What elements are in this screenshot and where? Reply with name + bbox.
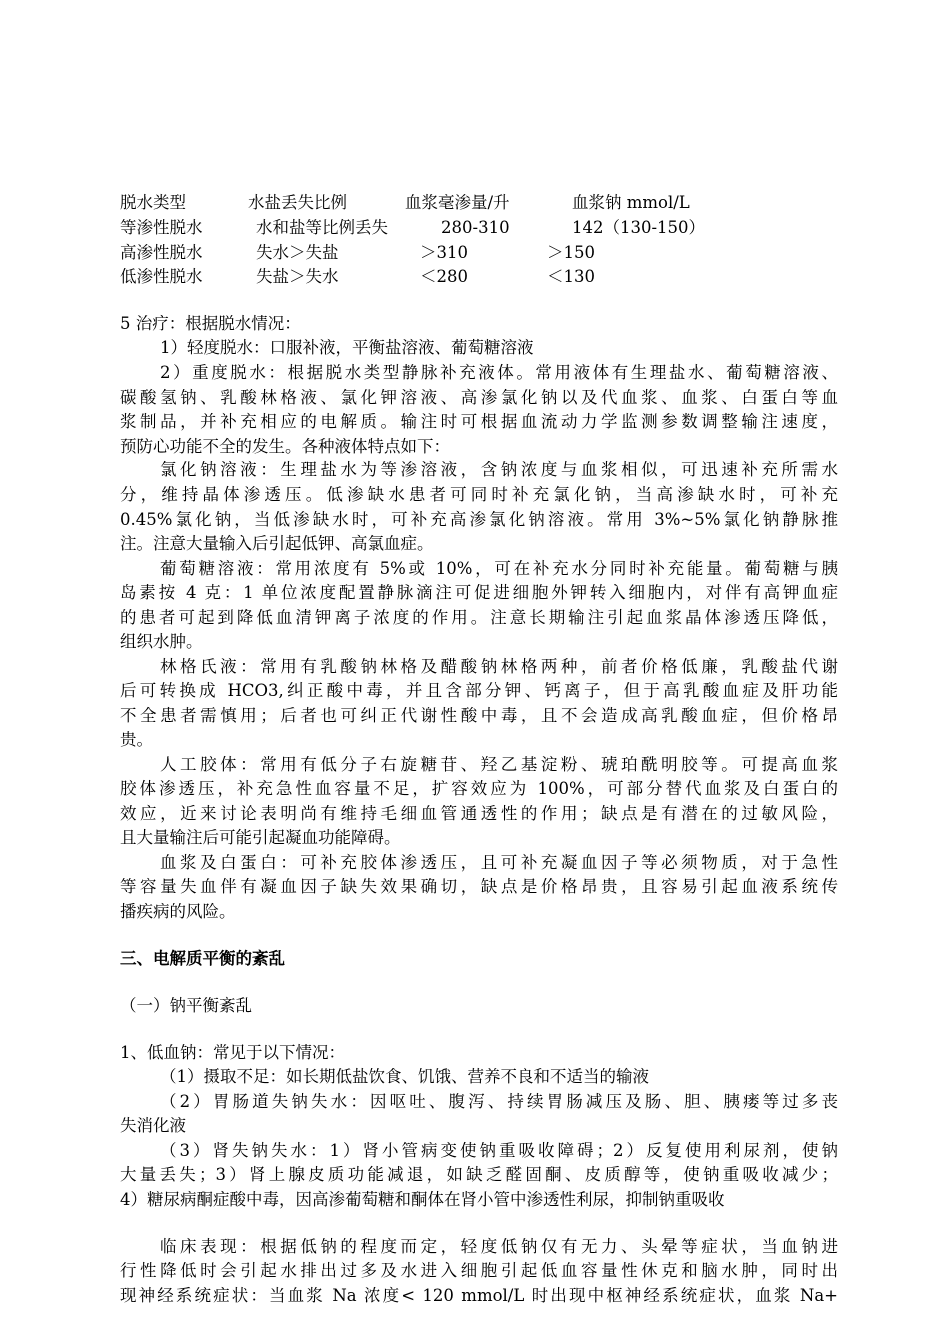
paragraph-line: 临床表现：根据低钠的程度而定，轻度低钠仅有无力、头晕等症状，当血钠进: [160, 1237, 838, 1256]
paragraph-line: 且大量输注后可能引起凝血功能障碍。: [120, 828, 401, 847]
table-cell: ＜280: [420, 267, 468, 286]
paragraph-line: 葡萄糖溶液：常用浓度有 5%或 10%，可在补充水分同时补充能量。葡萄糖与胰: [160, 559, 838, 578]
section-heading: 5 治疗：根据脱水情况：: [120, 314, 301, 333]
paragraph-line: （2）胃肠道失钠失水：因呕吐、腹泻、持续胃肠减压及肠、胆、胰瘘等过多丧: [160, 1092, 838, 1111]
paragraph-line: 不全患者需慎用；后者也可纠正代谢性酸中毒，且不会造成高乳酸血症，但价格昂: [120, 706, 838, 725]
paragraph-line: 1、低血钠：常见于以下情况：: [120, 1043, 345, 1062]
table-header-cell: 水盐丢失比例: [248, 193, 347, 212]
paragraph-line: 后可转换成 HCO3,纠正酸中毒，并且含部分钾、钙离子，但于高乳酸血症及肝功能: [120, 681, 838, 700]
table-cell: 142（130-150）: [572, 218, 706, 237]
table-header-cell: 脱水类型: [120, 193, 186, 212]
table-cell: 等渗性脱水: [120, 218, 203, 237]
table-cell: 280-310: [441, 218, 510, 237]
paragraph-line: 胶体渗透压，补充急性血容量不足，扩容效应为 100%，可部分替代血浆及白蛋白的: [120, 779, 838, 798]
paragraph-line: 岛素按 4 克：1 单位浓度配置静脉滴注可促进细胞外钾转入细胞内，对伴有高钾血症: [120, 583, 838, 602]
paragraph-line: 2）重度脱水：根据脱水类型静脉补充液体。常用液体有生理盐水、葡萄糖溶液、: [160, 363, 838, 382]
paragraph-line: 浆制品，并补充相应的电解质。输注时可根据血流动力学监测参数调整输注速度，: [120, 412, 838, 431]
paragraph-line: 等容量失血伴有凝血因子缺失效果确切，缺点是价格昂贵，且容易引起血液系统传: [120, 877, 838, 896]
table-cell: 失盐＞失水: [256, 267, 339, 286]
paragraph-line: 注。注意大量输入后引起低钾、高氯血症。: [120, 534, 434, 553]
paragraph-line: 播疾病的风险。: [120, 902, 236, 921]
table-cell: ＞150: [547, 243, 595, 262]
paragraph-line: 林格氏液：常用有乳酸钠林格及醋酸钠林格两种，前者价格低廉，乳酸盐代谢: [160, 657, 838, 676]
subsection-title: （一）钠平衡紊乱: [120, 996, 252, 1015]
table-header-cell: 血浆钠 mmol/L: [572, 193, 690, 212]
paragraph-line: 的患者可起到降低血清钾离子浓度的作用。注意长期输注引起血浆晶体渗透压降低，: [120, 608, 838, 627]
paragraph-line: 组织水肿。: [120, 632, 203, 651]
table-cell: 失水＞失盐: [256, 243, 339, 262]
paragraph-line: 1）轻度脱水：口服补液，平衡盐溶液、葡萄糖溶液: [160, 338, 534, 357]
paragraph-line: 人工胶体：常用有低分子右旋糖苷、羟乙基淀粉、琥珀酰明胶等。可提高血浆: [160, 755, 838, 774]
table-cell: ＞310: [420, 243, 468, 262]
paragraph-line: 血浆及白蛋白：可补充胶体渗透压，且可补充凝血因子等必须物质，对于急性: [160, 853, 838, 872]
paragraph-line: 4）糖尿病酮症酸中毒，因高渗葡萄糖和酮体在肾小管中渗透性利尿，抑制钠重吸收: [120, 1190, 725, 1209]
paragraph-line: 0.45%氯化钠，当低渗缺水时，可补充高渗氯化钠溶液。常用 3%~5%氯化钠静脉推: [120, 510, 838, 529]
paragraph-line: （3）肾失钠失水：1）肾小管病变使钠重吸收障碍；2）反复使用利尿剂，使钠: [160, 1141, 838, 1160]
table-cell: 低渗性脱水: [120, 267, 203, 286]
paragraph-line: 失消化液: [120, 1116, 186, 1135]
paragraph-line: （1）摄取不足：如长期低盐饮食、饥饿、营养不良和不适当的输液: [160, 1067, 649, 1086]
paragraph-line: 氯化钠溶液：生理盐水为等渗溶液，含钠浓度与血浆相似，可迅速补充所需水: [160, 460, 838, 479]
table-cell: 高渗性脱水: [120, 243, 203, 262]
table-cell: ＜130: [547, 267, 595, 286]
table-header-cell: 血浆毫渗量/升: [405, 193, 510, 212]
section-title: 三、电解质平衡的紊乱: [120, 949, 285, 968]
paragraph-line: 行性降低时会引起水排出过多及水进入细胞引起低血容量性休克和脑水肿，同时出: [120, 1261, 838, 1280]
paragraph-line: 效应，近来讨论表明尚有维持毛细血管通透性的作用；缺点是有潜在的过敏风险，: [120, 804, 838, 823]
paragraph-line: 贵。: [120, 730, 153, 749]
paragraph-line: 现神经系统症状：当血浆 Na 浓度< 120 mmol/L 时出现中枢神经系统症状，血浆 Na+: [120, 1286, 838, 1305]
paragraph-line: 分，维持晶体渗透压。低渗缺水患者可同时补充氯化钠，当高渗缺水时，可补充: [120, 485, 838, 504]
paragraph-line: 碳酸氢钠、乳酸林格液、氯化钾溶液、高渗氯化钠以及代血浆、血浆、白蛋白等血: [120, 388, 838, 407]
paragraph-line: 预防心功能不全的发生。各种液体特点如下：: [120, 437, 450, 456]
table-cell: 水和盐等比例丢失: [256, 218, 388, 237]
paragraph-line: 大量丢失；3）肾上腺皮质功能减退，如缺乏醛固酮、皮质醇等，使钠重吸收减少；: [120, 1165, 838, 1184]
